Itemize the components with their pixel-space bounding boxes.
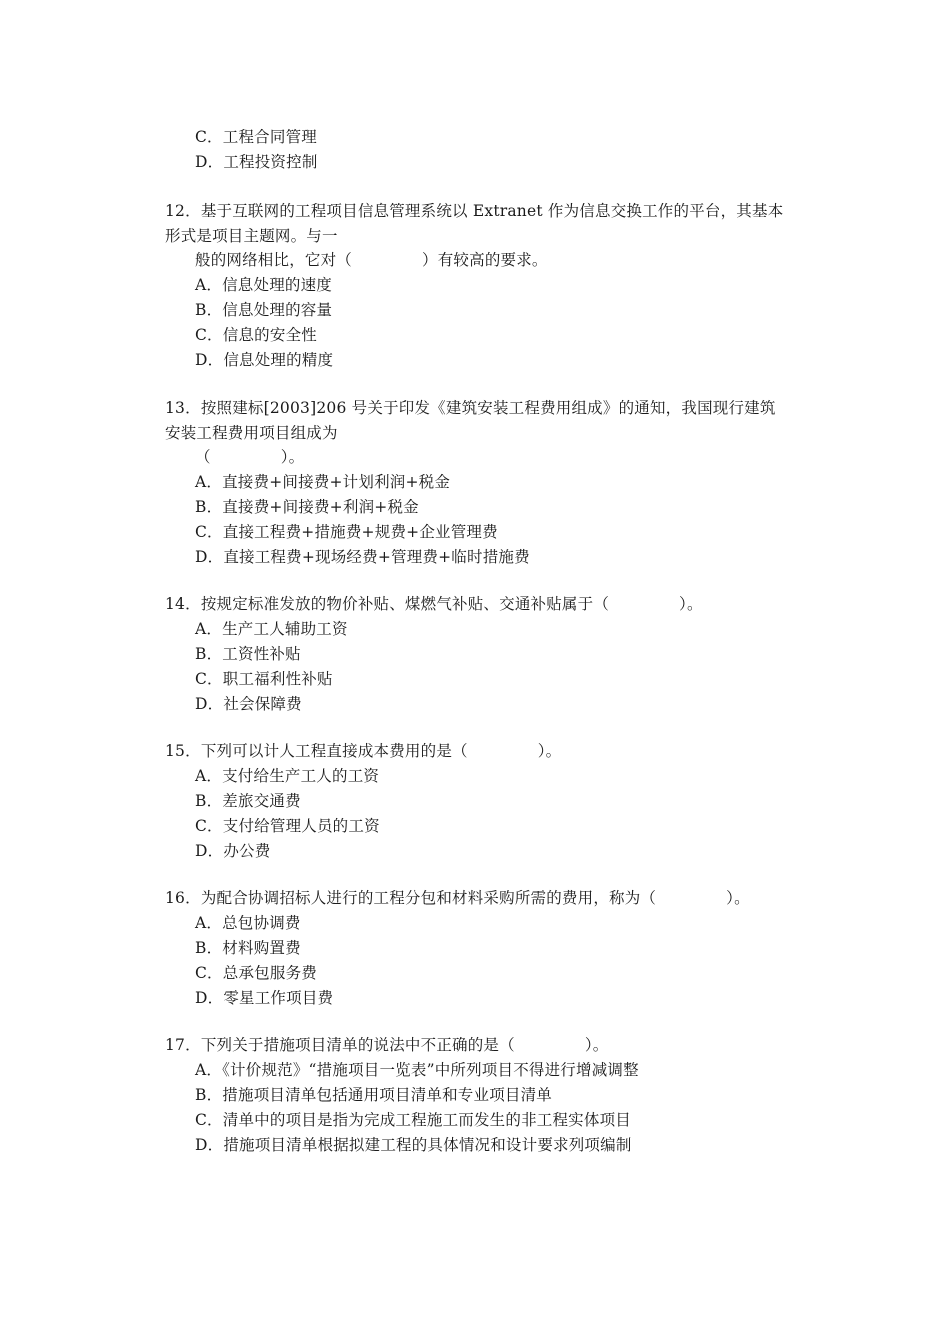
option-b (195, 497, 419, 517)
option-text: 直接工程费+措施费+规费+企业管理费 (222, 523, 498, 541)
option-text: 信息的安全性 (222, 326, 317, 344)
option-d (195, 152, 318, 172)
option-d (195, 350, 333, 370)
option-text: 差旅交通费 (222, 792, 301, 810)
option-a (195, 913, 301, 933)
option-b (195, 300, 332, 320)
option-text: 直接费+间接费+计划利润+税金 (222, 473, 451, 491)
question-13-stem (165, 398, 776, 418)
option-c (195, 522, 498, 542)
option-letter: A． (195, 473, 223, 491)
option-text: 措施项目清单根据拟建工程的具体情况和设计要求列项编制 (223, 1136, 632, 1154)
question-text: 基于互联网的工程项目信息管理系统以 Extranet 作为信息交换工作的平台，其基本 (200, 202, 784, 220)
question-text: ）。 (537, 742, 562, 760)
option-letter: D． (195, 1136, 224, 1154)
option-letter: A． (195, 914, 223, 932)
question-number: 17． (165, 1036, 201, 1054)
question-12-stem (165, 201, 783, 221)
option-text: 信息处理的精度 (223, 351, 334, 369)
option-a (195, 1060, 639, 1080)
option-text: 信息处理的速度 (222, 276, 332, 294)
option-text: 工资性补贴 (222, 645, 301, 663)
option-a (195, 472, 450, 492)
option-c (195, 816, 380, 836)
question-text: 安装工程费用项目组成为 (165, 424, 338, 442)
option-letter: D． (195, 695, 224, 713)
option-text: 工程合同管理 (222, 128, 317, 146)
option-text: 社会保障费 (223, 695, 302, 713)
question-text: 按规定标准发放的物价补贴、煤燃气补贴、交通补贴属于（ (200, 595, 610, 613)
option-text: 零星工作项目费 (223, 989, 334, 1007)
question-text: 下列可以计人工程直接成本费用的是（ (200, 742, 468, 760)
option-letter: C． (195, 523, 223, 541)
option-c (195, 127, 317, 147)
option-text: 总包协调费 (222, 914, 301, 932)
question-12-stem-line2 (165, 226, 338, 246)
question-text: 般的网络相比，它对（ (195, 251, 353, 269)
option-d (195, 547, 530, 567)
question-text: 按照建标[2003]206 号关于印发《建筑安装工程费用组成》的通知，我国现行建筑 (200, 399, 776, 417)
option-text: 职工福利性补贴 (222, 670, 333, 688)
question-text: 下列关于措施项目清单的说法中不正确的是（ (200, 1036, 515, 1054)
question-16-stem (165, 888, 750, 908)
option-d (195, 694, 302, 714)
question-text: ）。 (726, 889, 750, 907)
option-c (195, 963, 317, 983)
option-letter: D． (195, 989, 224, 1007)
option-b (195, 1085, 552, 1105)
question-13-stem-line3 (195, 447, 304, 467)
option-text: 支付给管理人员的工资 (222, 817, 380, 835)
option-b (195, 791, 301, 811)
option-d (195, 1135, 632, 1155)
option-letter: C． (195, 670, 223, 688)
option-letter: B． (195, 1086, 223, 1104)
option-d (195, 841, 270, 861)
question-text: （ (195, 448, 211, 466)
question-text: ）。 (584, 1036, 609, 1054)
option-a (195, 766, 379, 786)
question-number: 13． (165, 399, 201, 417)
question-text: ）。 (280, 448, 305, 466)
question-13-stem-line2 (165, 423, 338, 443)
option-letter: B． (195, 645, 223, 663)
option-text: 直接费+间接费+利润+税金 (222, 498, 419, 516)
option-text: 材料购置费 (222, 939, 301, 957)
option-letter: C． (195, 128, 223, 146)
option-letter: B． (195, 792, 223, 810)
question-text: 形式是项目主题网。与一 (165, 227, 338, 245)
option-text: 总承包服务费 (222, 964, 317, 982)
question-12-stem-line3 (195, 250, 548, 270)
option-text: 措施项目清单包括通用项目清单和专业项目清单 (222, 1086, 552, 1104)
option-c (195, 325, 317, 345)
option-letter: D． (195, 351, 224, 369)
option-a (195, 275, 332, 295)
option-letter: C． (195, 326, 223, 344)
option-letter: B． (195, 301, 223, 319)
option-letter: B． (195, 498, 223, 516)
option-letter: C． (195, 817, 223, 835)
option-letter: A． (195, 276, 223, 294)
option-text: 信息处理的容量 (222, 301, 333, 319)
option-b (195, 644, 301, 664)
option-a (195, 619, 348, 639)
question-number: 12． (165, 202, 201, 220)
option-b (195, 938, 301, 958)
option-text: 直接工程费+现场经费+管理费+临时措施费 (223, 548, 530, 566)
option-d (195, 988, 333, 1008)
question-number: 15． (165, 742, 201, 760)
question-number: 14． (165, 595, 201, 613)
question-number: 16． (165, 889, 201, 907)
option-letter: D． (195, 548, 224, 566)
option-text: 办公费 (223, 842, 271, 860)
option-letter: C． (195, 1111, 223, 1129)
option-text: 生产工人辅助工资 (222, 620, 348, 638)
option-letter: D． (195, 842, 224, 860)
question-15-stem (165, 741, 561, 761)
question-text: ）有较高的要求。 (422, 251, 548, 269)
option-text: 工程投资控制 (223, 153, 318, 171)
option-letter: D． (195, 153, 224, 171)
question-14-stem (165, 594, 703, 614)
option-letter: A． (195, 1061, 223, 1079)
option-letter: B． (195, 939, 223, 957)
question-17-stem (165, 1035, 609, 1055)
question-text: 为配合协调招标人进行的工程分包和材料采购所需的费用，称为（ (200, 889, 657, 907)
option-letter: A． (195, 620, 223, 638)
option-text: 清单中的项目是指为完成工程施工而发生的非工程实体项目 (222, 1111, 631, 1129)
option-c (195, 669, 333, 689)
option-text: 《计价规范》“措施项目一览表”中所列项目不得进行增减调整 (222, 1061, 639, 1079)
option-text: 支付给生产工人的工资 (222, 767, 380, 785)
option-letter: C． (195, 964, 223, 982)
option-letter: A． (195, 767, 223, 785)
question-text: ）。 (679, 595, 703, 613)
option-c (195, 1110, 631, 1130)
